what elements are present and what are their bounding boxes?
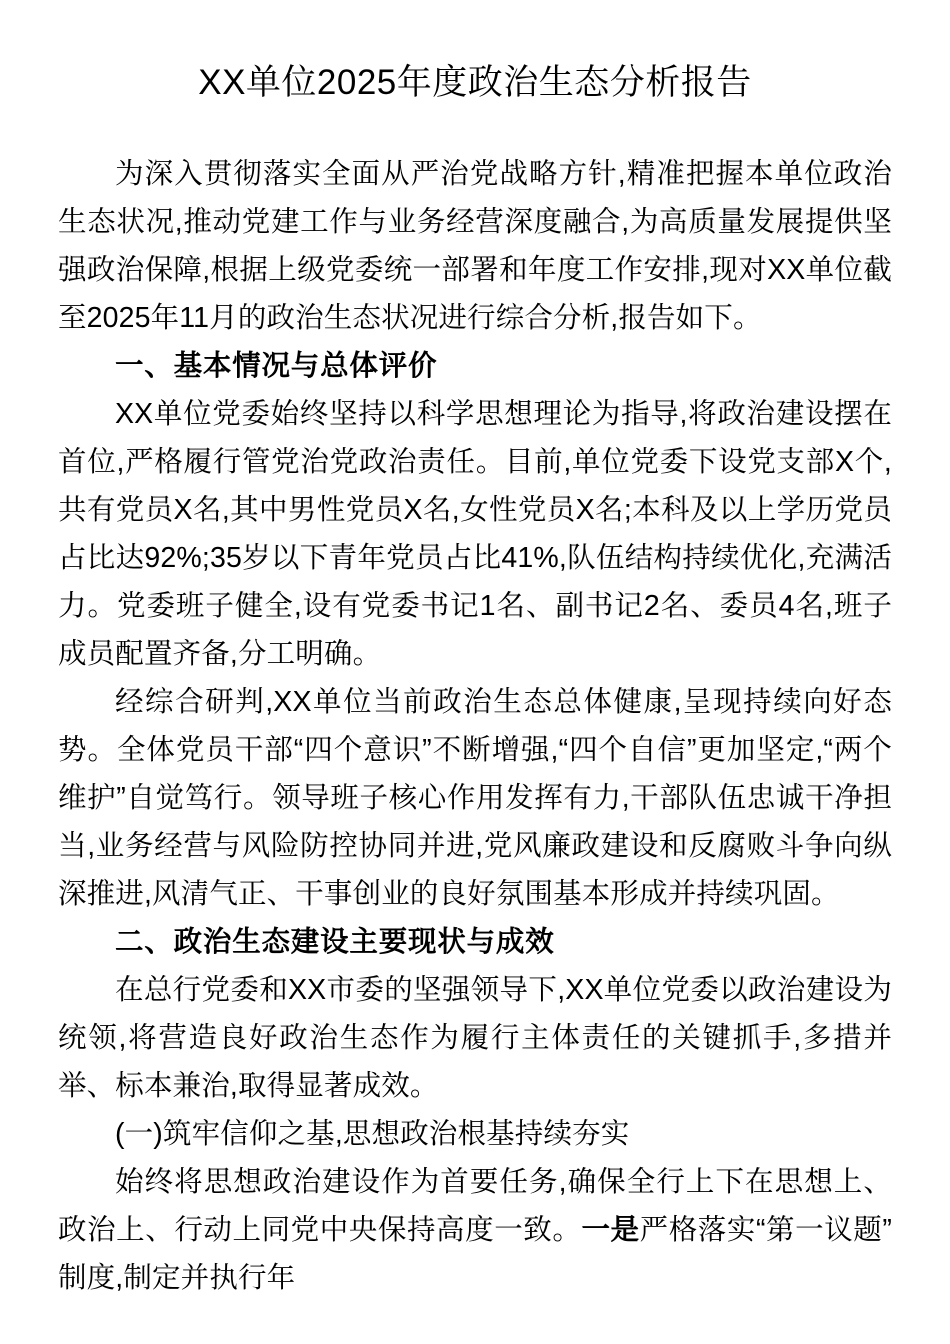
paragraph-section-two-lead: 在总行党委和XX市委的坚强领导下,XX单位党委以政治建设为统领,将营造良好政治生态作为履行主体责任的关键抓手,多措并举、标本兼治,取得显著成效。 <box>58 974 892 1102</box>
paragraph-lead-text: 始终将思想政治建设作为首要任务,确保全行上下在思想上、政治上、行动上同党中央保持高度一致。 <box>58 1166 892 1246</box>
page-title: XX单位2025年度政治生态分析报告 <box>198 63 752 102</box>
heading-section-one: 一、基本情况与总体评价 <box>115 350 438 382</box>
paragraph-intro: 为深入贯彻落实全面从严治党战略方针,精准把握本单位政治生态状况,推动党建工作与业务经营深度融合,为高质量发展提供坚强政治保障,根据上级党委统一部署和年度工作安排,现对XX单位截至2025年11月的政治生态状况进行综合分析,报告如下。 <box>58 158 892 334</box>
paragraph-tail-text: 严格落实“第一议题”制度,制定并执行年 <box>58 1214 892 1294</box>
paragraph-section-two-item-one-body <box>58 1158 892 1302</box>
paragraph-section-one-overall-evaluation: 经综合研判,XX单位当前政治生态总体健康,呈现持续向好态势。全体党员干部“四个意识”不断增强,“四个自信”更加坚定,“两个维护”自觉笃行。领导班子核心作用发挥有力,干部队伍忠诚干净担当,业务经营与风险防控协同并进,党风廉政建设和反腐败斗争向纵深推进,风清气正、干事创业的良好氛围基本形成并持续巩固。 <box>58 686 892 910</box>
heading-section-two: 二、政治生态建设主要现状与成效 <box>115 926 555 958</box>
paragraph-section-one-basic-info: XX单位党委始终坚持以科学思想理论为指导,将政治建设摆在首位,严格履行管党治党政治责任。目前,单位党委下设党支部X个,共有党员X名,其中男性党员X名,女性党员X名;本科及以上学历党员占比达92%;35岁以下青年党员占比41%,队伍结构持续优化,充满活力。党委班子健全,设有党委书记1名、副书记2名、委员4名,班子成员配置齐备,分工明确。 <box>58 398 892 670</box>
emphasis-first-point: 一是 <box>581 1214 640 1246</box>
subheading-section-two-item-one: (一)筑牢信仰之基,思想政治根基持续夯实 <box>115 1118 630 1150</box>
document-body <box>58 150 892 1302</box>
